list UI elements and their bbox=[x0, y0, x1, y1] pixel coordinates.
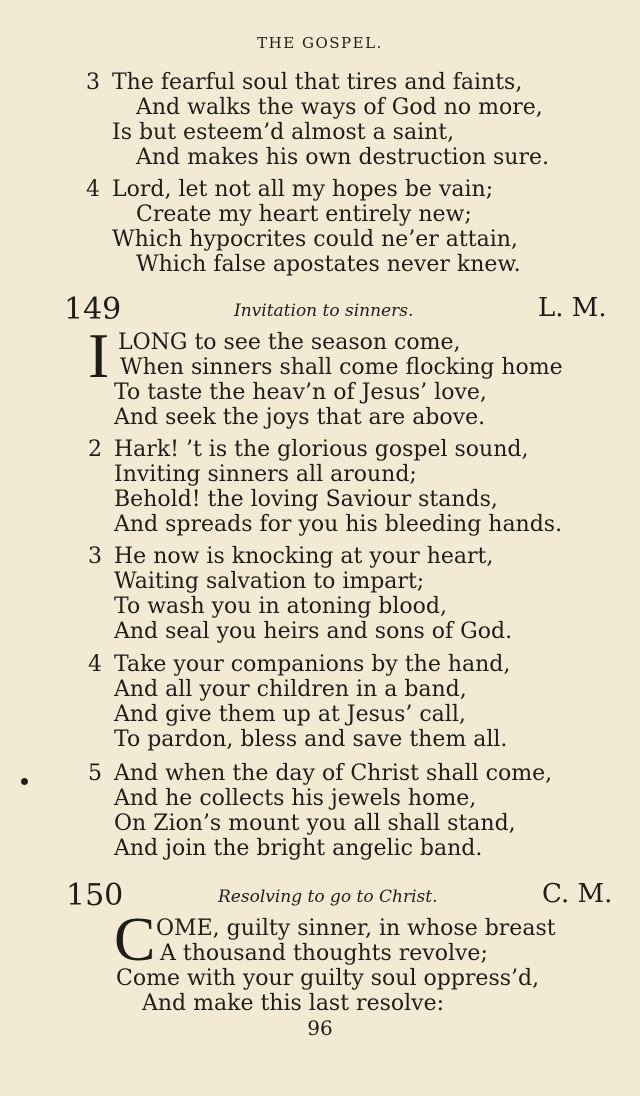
hymn-meter: C. M. bbox=[542, 879, 613, 909]
verse-line: And all your children in a band, bbox=[114, 677, 467, 702]
verse-line: Which false apostates never knew. bbox=[136, 252, 521, 277]
verse-line: And he collects his jewels home, bbox=[114, 786, 477, 811]
page-number: 96 bbox=[307, 1016, 333, 1040]
verse-number: 3 bbox=[88, 544, 102, 569]
verse-line: And spreads for you his bleeding hands. bbox=[114, 512, 563, 537]
verse-line: Waiting salvation to impart; bbox=[114, 569, 425, 594]
verse-line: Lord, let not all my hopes be vain; bbox=[112, 177, 494, 202]
verse-line: Take your companions by the hand, bbox=[114, 652, 511, 677]
verse-line: To pardon, bless and save them all. bbox=[114, 727, 508, 752]
verse-line: And when the day of Christ shall come, bbox=[114, 761, 553, 786]
verse-line: Inviting sinners all around; bbox=[114, 462, 417, 487]
drop-cap: C bbox=[114, 906, 156, 974]
verse-line: A thousand thoughts revolve; bbox=[160, 941, 488, 966]
hymn-title: Resolving to go to Christ. bbox=[218, 887, 438, 907]
verse-number: 5 bbox=[88, 761, 102, 786]
hymn-number: 150 bbox=[66, 878, 124, 913]
verse-number: 3 bbox=[86, 70, 100, 95]
verse-line: And seek the joys that are above. bbox=[114, 405, 486, 430]
verse-line: And make this last resolve: bbox=[142, 991, 445, 1016]
verse-line: And seal you heirs and sons of God. bbox=[114, 619, 513, 644]
verse-line: Create my heart entirely new; bbox=[136, 202, 472, 227]
verse-line: To taste the heav’n of Jesus’ love, bbox=[114, 380, 487, 405]
hymn-number: 149 bbox=[64, 292, 122, 327]
verse-line: When sinners shall come flocking home bbox=[120, 355, 563, 380]
verse-line: And walks the ways of God no more, bbox=[136, 95, 543, 120]
drop-cap: I bbox=[88, 320, 110, 391]
margin-mark bbox=[21, 778, 28, 785]
verse-line: And give them up at Jesus’ call, bbox=[114, 702, 466, 727]
verse-line: Come with your guilty soul oppress’d, bbox=[116, 966, 540, 991]
hymn-150-header bbox=[0, 878, 640, 914]
hymn-title: Invitation to sinners. bbox=[234, 301, 414, 321]
verse-line: The fearful soul that tires and faints, bbox=[112, 70, 523, 95]
verse-number: 4 bbox=[88, 652, 102, 677]
verse-line: Is but esteem’d almost a saint, bbox=[112, 120, 455, 145]
hymn-meter: L. M. bbox=[538, 293, 607, 323]
verse-line: Which hypocrites could ne’er attain, bbox=[112, 227, 518, 252]
verse-number: 2 bbox=[88, 437, 102, 462]
verse-number: 4 bbox=[86, 177, 100, 202]
verse-line: And makes his own destruction sure. bbox=[136, 145, 549, 170]
verse-line: LONG to see the season come, bbox=[118, 330, 461, 355]
verse-line: He now is knocking at your heart, bbox=[114, 544, 494, 569]
verse-line: Behold! the loving Saviour stands, bbox=[114, 487, 498, 512]
verse-line: OME, guilty sinner, in whose breast bbox=[156, 916, 556, 941]
verse-line: And join the bright angelic band. bbox=[114, 836, 483, 861]
verse-line: On Zion’s mount you all shall stand, bbox=[114, 811, 516, 836]
running-head: THE GOSPEL. bbox=[257, 34, 383, 52]
verse-line: To wash you in atoning blood, bbox=[114, 594, 447, 619]
verse-line: Hark! ’t is the glorious gospel sound, bbox=[114, 437, 529, 462]
